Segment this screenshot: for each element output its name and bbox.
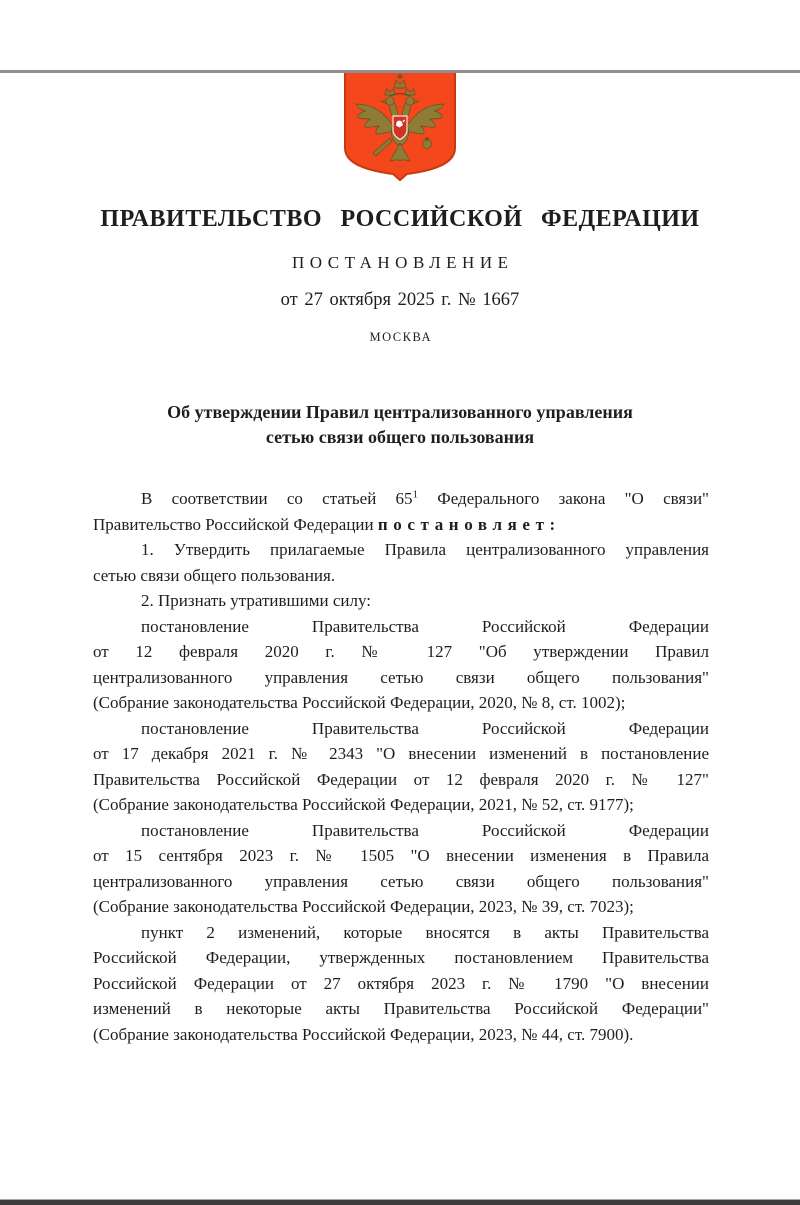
- body-paragraph: [93, 588, 709, 614]
- paragraph-line: Российской Федерации, утвержденных постановлением Правительства: [93, 948, 709, 967]
- intro-text-after-sup: Федерального закона "О связи": [418, 489, 709, 508]
- footnote-superscript: 1: [412, 488, 419, 501]
- document-title-line-1: Об утверждении Правил централизованного управления: [167, 402, 633, 422]
- decree-type-label: ПОСТАНОВЛЕНИЕ: [291, 253, 514, 272]
- paragraph-line: 1. Утвердить прилагаемые Правила централизованного управления: [141, 540, 709, 559]
- body-paragraph: [93, 614, 709, 716]
- paragraph-line: централизованного управления сетью связи общего пользования": [93, 667, 709, 687]
- city-label: МОСКВА: [369, 330, 433, 344]
- paragraph-line: (Собрание законодательства Российской Федерации, 2020, № 8, ст. 1002);: [93, 693, 626, 712]
- body-paragraphs: [93, 537, 709, 1047]
- paragraph-line: [93, 486, 709, 512]
- paragraph-line: 2. Признать утратившими силу:: [141, 591, 371, 610]
- paragraph-line: сетью связи общего пользования.: [93, 565, 336, 585]
- paragraph-line: (Собрание законодательства Российской Федерации, 2023, № 44, ст. 7900).: [93, 1024, 634, 1044]
- paragraph-line: Правительства Российской Федерации от 12 февраля 2020 г. № 127": [93, 769, 709, 789]
- authority-title: ПРАВИТЕЛЬСТВО РОССИЙСКОЙ ФЕДЕРАЦИИ: [100, 206, 700, 232]
- paragraph-line: централизованного управления сетью связи общего пользования": [93, 871, 709, 891]
- paragraph-line: Российской Федерации от 27 октября 2023 г. № 1790 "О внесении: [93, 973, 709, 993]
- intro-paragraph: [93, 486, 709, 537]
- decree-word: постановляет:: [377, 514, 561, 534]
- body-paragraph: [93, 920, 709, 1048]
- paragraph-line: изменений в некоторые акты Правительства Российской Федерации": [93, 999, 709, 1018]
- paragraph-line: постановление Правительства Российской Федерации: [141, 616, 709, 636]
- intro-text-before-sup: В соответствии со статьей 65: [141, 489, 413, 508]
- paragraph-line: [93, 512, 709, 538]
- document-title: [0, 400, 800, 450]
- russia-coat-of-arms-icon: [343, 70, 457, 182]
- document-title-line-2: сетью связи общего пользования: [265, 427, 535, 447]
- body-paragraph: [93, 818, 709, 920]
- body-paragraph: [93, 537, 709, 588]
- paragraph-line: (Собрание законодательства Российской Федерации, 2023, № 39, ст. 7023);: [93, 897, 634, 916]
- document-body: [93, 486, 709, 1047]
- document-page: [0, 70, 800, 1205]
- paragraph-line: от 12 февраля 2020 г. № 127 "Об утверждении Правил: [93, 642, 709, 661]
- page-top-edge: [0, 70, 800, 73]
- paragraph-line: (Собрание законодательства Российской Федерации, 2021, № 52, ст. 9177);: [93, 795, 634, 814]
- paragraph-line: пункт 2 изменений, которые вносятся в акты Правительства: [141, 922, 709, 942]
- paragraph-line: от 15 сентября 2023 г. № 1505 "О внесении изменения в Правила: [93, 846, 709, 865]
- date-number-line: от 27 октября 2025 г. № 1667: [280, 290, 520, 310]
- page-bottom-edge: [0, 1199, 800, 1205]
- paragraph-line: постановление Правительства Российской Федерации: [141, 820, 709, 840]
- body-paragraph: [93, 716, 709, 818]
- intro-text-line2: Правительство Российской Федерации: [93, 514, 378, 534]
- paragraph-line: от 17 декабря 2021 г. № 2343 "О внесении изменений в постановление: [93, 744, 709, 763]
- paragraph-line: постановление Правительства Российской Федерации: [141, 718, 709, 738]
